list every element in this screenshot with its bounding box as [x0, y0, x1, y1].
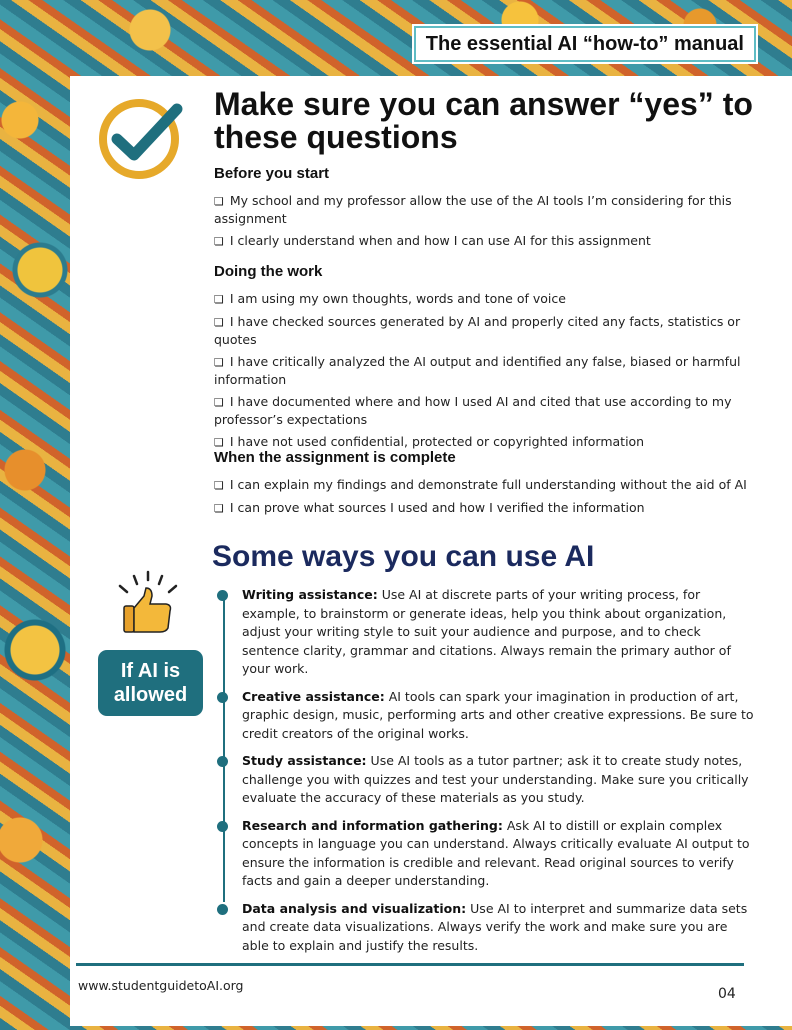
way-label: Data analysis and visualization:	[242, 900, 467, 916]
way-label: Study assistance:	[242, 753, 367, 768]
checklist-item: ❏ I have critically analyzed the AI output and identified any false, biased or harmful information	[214, 354, 741, 387]
section-title: When the assignment is complete	[214, 449, 456, 466]
way-item	[216, 752, 756, 808]
checklist-item: ❏ I have documented where and how I used AI and cited that use according to my professor’s expectations	[214, 394, 732, 427]
manual-banner: The essential AI “how-to” manual	[414, 26, 756, 62]
checkbox-icon: ❏	[214, 235, 224, 248]
checklist-item: ❏ My school and my professor allow the use of the AI tools I’m considering for this assignment	[214, 193, 732, 226]
way-item	[216, 900, 756, 956]
way-text: Ask AI to distill or explain complex concepts in language you can understand. Always critically evaluate AI output to ensure the information is credible and relevant. Read original sources to verify facts and gain a deeper understanding.	[242, 817, 750, 888]
thumbs-up-icon	[110, 568, 186, 636]
badge-line: If AI is	[120, 660, 181, 682]
page-number: 04	[718, 986, 736, 1002]
section-before-you-start	[214, 165, 764, 255]
checkbox-icon: ❏	[214, 479, 224, 492]
bullet-dot	[217, 590, 228, 601]
way-text: Use AI to interpret and summarize data sets and create data visualizations. Always verify the work and make sure you are able to explain and justify the results.	[242, 900, 748, 953]
way-text: AI tools can spark your imagination in production of art, graphic design, music, performing arts and other creative expressions. Be sure to credit creators of the original works.	[242, 688, 754, 741]
checkbox-icon: ❏	[214, 316, 224, 329]
checkmark-circle-icon	[97, 93, 185, 181]
way-text: Use AI tools as a tutor partner; ask it to create study notes, challenge you with quizzes and test your understanding. Make sure you critically evaluate the accuracy of these materials as you study.	[242, 753, 749, 805]
checklist-item: ❏ I am using my own thoughts, words and tone of voice	[214, 291, 566, 306]
ways-list	[216, 586, 756, 964]
bullet-dot	[217, 904, 228, 915]
checklist-item: ❏ I can explain my findings and demonstrate full understanding without the aid of AI	[214, 477, 747, 492]
way-item	[216, 817, 756, 891]
footer-rule	[76, 963, 744, 966]
checkbox-icon: ❏	[214, 356, 224, 369]
footer-url[interactable]: www.studentguidetoAI.org	[78, 978, 244, 993]
checkbox-icon: ❏	[214, 195, 224, 208]
way-text: Use AI at discrete parts of your writing process, for example, to brainstorm or generate ideas, help you think about organization, adjust your writing style to suit your audience and purpose, and to check sentence clarity, grammar and citations. Always remain the primary author of your work.	[242, 587, 731, 676]
page-title: Make sure you can answer “yes” to these questions	[214, 86, 753, 155]
ways-heading: Some ways you can use AI	[212, 540, 595, 573]
bullet-dot	[217, 692, 228, 703]
section-title: Doing the work	[214, 263, 323, 280]
checkbox-icon: ❏	[214, 293, 224, 306]
way-item	[216, 586, 756, 679]
checklist-item: ❏ I have not used confidential, protected or copyrighted information	[214, 434, 645, 449]
checklist-item: ❏ I have checked sources generated by AI and properly cited any facts, statistics or quotes	[214, 314, 741, 347]
checkbox-icon: ❏	[214, 396, 224, 409]
bullet-dot	[217, 756, 228, 767]
way-item	[216, 688, 756, 744]
way-label: Research and information gathering:	[242, 817, 503, 833]
checkbox-icon: ❏	[214, 502, 224, 515]
section-title: Before you start	[214, 165, 330, 182]
way-label: Writing assistance:	[242, 587, 378, 602]
badge-line: allowed	[113, 684, 188, 706]
checklist-item: ❏ I clearly understand when and how I can use AI for this assignment	[214, 233, 651, 248]
section-assignment-complete	[214, 449, 764, 522]
bullet-dot	[217, 821, 228, 832]
if-ai-allowed-badge	[98, 650, 203, 716]
checklist-item: ❏ I can prove what sources I used and how I verified the information	[214, 500, 645, 515]
checkbox-icon: ❏	[214, 436, 224, 449]
section-doing-the-work	[214, 263, 764, 456]
way-label: Creative assistance:	[242, 688, 385, 704]
